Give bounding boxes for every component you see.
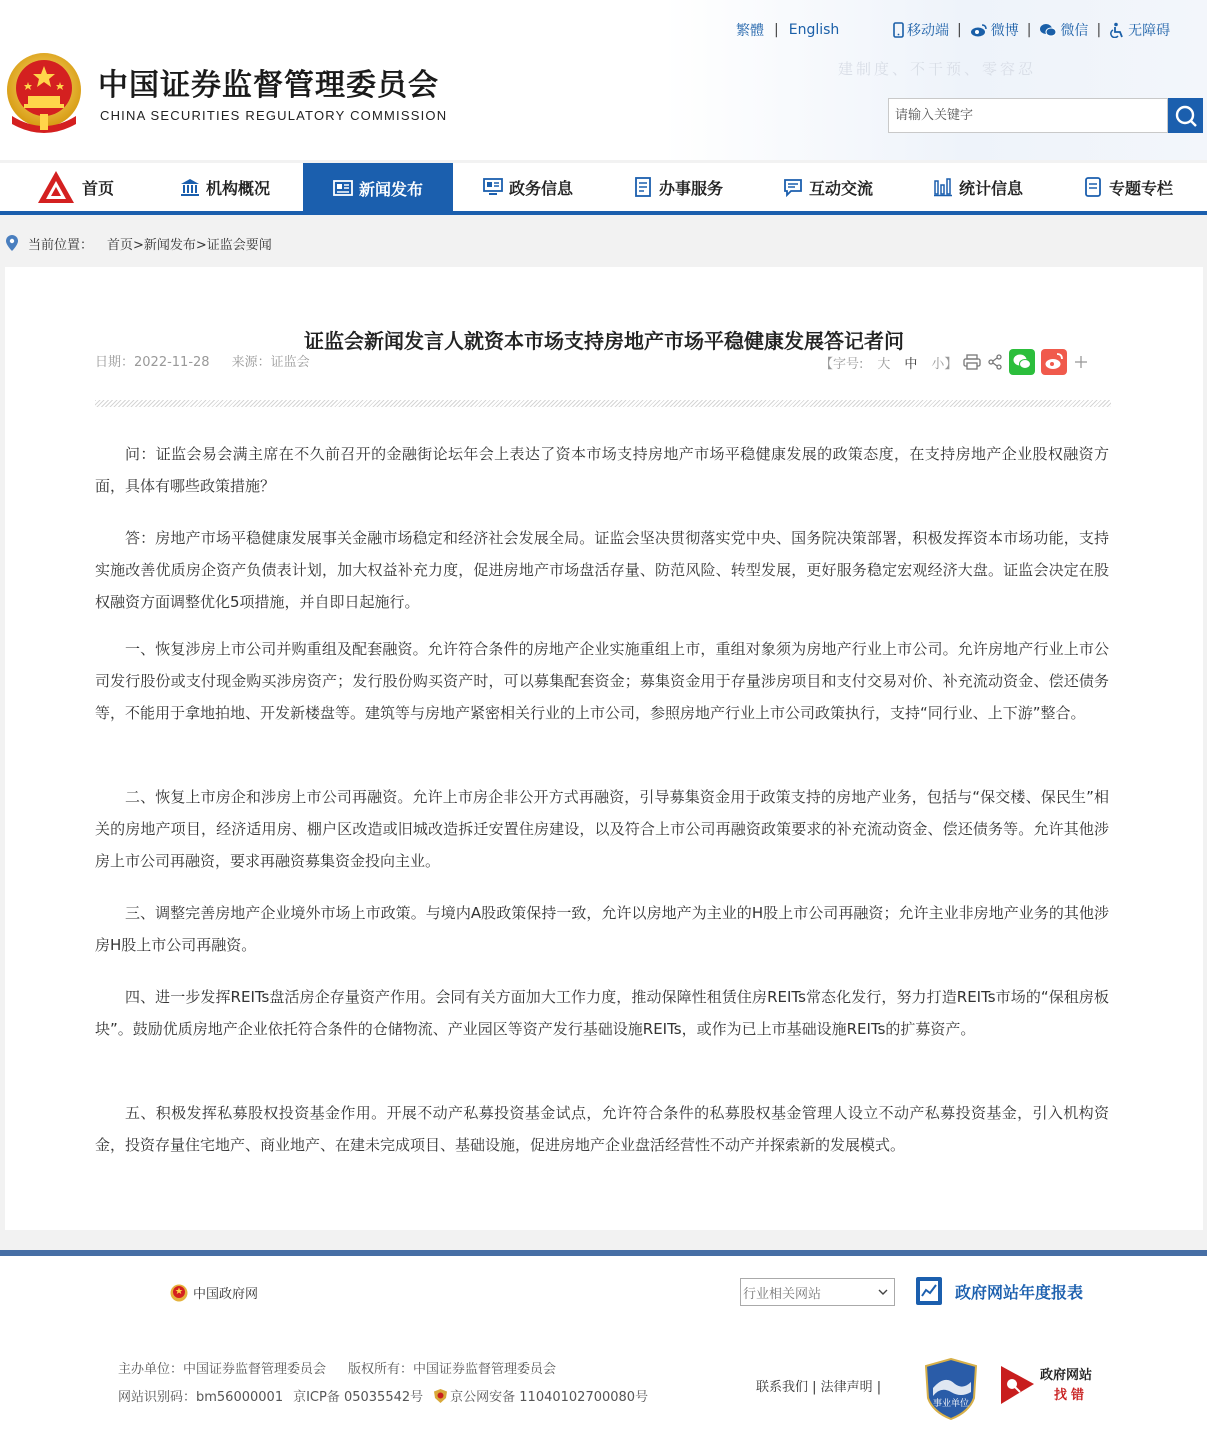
nav-item-interaction[interactable] xyxy=(753,163,903,211)
article-meta xyxy=(95,351,310,370)
article-tools xyxy=(820,349,1089,375)
language-links xyxy=(736,20,839,40)
separator: | xyxy=(957,22,962,38)
site-header xyxy=(0,0,1207,160)
print-button[interactable] xyxy=(963,354,981,370)
plus-icon xyxy=(1073,354,1089,370)
nav-label-about: 机构概况 xyxy=(205,178,270,198)
building-icon xyxy=(180,177,200,197)
file-icon xyxy=(1083,177,1103,197)
article-paragraph: 五、积极发挥私募股权投资基金作用。开展不动产私募投资基金试点，允许符合条件的私募股权基金管理人设立不动产私募投资基金，引入机构资金，投资存量住宅地产、商业地产、在建未完成项目、基础设施，促进房地产企业盘活经营性不动产并探索新的发展模式。 xyxy=(95,1104,1109,1154)
wechat-share-icon xyxy=(1009,349,1035,375)
nav-label-home: 首页 xyxy=(81,178,114,198)
document-list-icon xyxy=(633,177,653,197)
public-institution-badge-icon[interactable] xyxy=(925,1358,977,1420)
accessibility-link[interactable] xyxy=(1109,20,1170,40)
font-size-medium[interactable]: 中 xyxy=(904,356,918,372)
home-logo-icon xyxy=(36,169,76,205)
separator: | xyxy=(774,22,779,38)
article-paragraph: 问：证监会易会满主席在不久前召开的金融街论坛年会上表达了资本市场支持房地产市场平稳健康发展的政策态度，在支持房地产企业股权融资方面，具体有哪些政策措施？ xyxy=(95,445,1109,495)
nav-label-services: 办事服务 xyxy=(658,178,723,198)
font-size-large[interactable]: 大 xyxy=(877,356,891,372)
breadcrumb xyxy=(0,219,1207,267)
top-service-links xyxy=(893,20,1170,40)
font-size-small[interactable]: 小】 xyxy=(931,356,958,372)
share-weibo-button[interactable] xyxy=(1041,349,1067,375)
traditional-chinese-link[interactable]: 繁體 xyxy=(736,23,764,39)
chat-icon xyxy=(783,177,803,197)
share-button[interactable] xyxy=(987,354,1003,370)
find-error-line-1: 政府网站 xyxy=(1040,1368,1093,1383)
accessibility-icon xyxy=(1109,22,1125,38)
weibo-icon xyxy=(970,23,988,37)
footer-links-bar xyxy=(0,1256,1207,1328)
nav-item-statistics[interactable] xyxy=(903,163,1053,211)
search-input[interactable] xyxy=(888,98,1168,133)
separator: | xyxy=(1096,22,1102,38)
article-paragraph: 一、恢复涉房上市公司并购重组及配套融资。允许符合条件的房地产企业实施重组上市，重组对象须为房地产行业上市公司。允许房地产行业上市公司发行股份或支付现金购买涉房资产；发行股份购买资产时，可以募集配套资金；募集资金用于存量涉房项目和支付交易对价、补充流动资金、偿还债务等，不能用于拿地拍地、开发新楼盘等。建筑等与房地产紧密相关行业的上市公司，参照房地产行业上市公司政策执行，支持“同行业、上下游”整合。 xyxy=(95,640,1109,722)
separator: | xyxy=(1026,22,1032,38)
find-error-link[interactable] xyxy=(998,1364,1092,1408)
article-paragraph: 三、调整完善房地产企业境外市场上市政策。与境内A股政策保持一致，允许以房地产为主业的H股上市公司再融资；允许主业非房地产业务的其他涉房H股上市公司再融资。 xyxy=(95,904,1109,954)
annual-report-label: 政府网站年度报表 xyxy=(955,1282,1084,1302)
article-card xyxy=(5,267,1203,1230)
footer-contact-links[interactable]: 联系我们 | 法律声明 | xyxy=(756,1380,882,1395)
wechat-label: 微信 xyxy=(1060,23,1089,39)
police-badge-icon xyxy=(433,1388,448,1404)
nav-label-statistics: 统计信息 xyxy=(958,178,1023,198)
national-emblem-small-icon xyxy=(170,1284,188,1302)
title-divider xyxy=(95,400,1111,407)
nav-label-gov-info: 政务信息 xyxy=(508,178,573,198)
nav-item-special[interactable] xyxy=(1053,163,1203,211)
nav-item-about[interactable] xyxy=(150,163,300,211)
find-error-flag-icon xyxy=(998,1364,1036,1408)
location-pin-icon xyxy=(6,235,18,251)
weibo-share-icon xyxy=(1041,349,1067,375)
accessibility-label: 无障碍 xyxy=(1128,23,1171,39)
gov-portal-link[interactable] xyxy=(170,1283,258,1302)
print-icon xyxy=(963,354,981,370)
nav-item-home[interactable] xyxy=(0,163,150,211)
search-icon xyxy=(1174,104,1198,128)
breadcrumb-label: 当前位置： xyxy=(28,237,94,253)
nav-label-interaction: 互动交流 xyxy=(808,178,873,198)
wechat-link[interactable] xyxy=(1039,20,1088,40)
article-date: 日期：2022-11-28 xyxy=(95,355,210,370)
footer-sponsor: 主办单位：中国证券监督管理委员会 xyxy=(118,1362,327,1377)
related-sites-value: 行业相关网站 xyxy=(743,1286,822,1302)
search-button[interactable] xyxy=(1168,98,1203,133)
site-title: 中国证券监督管理委员会 xyxy=(98,68,439,103)
footer-line-2 xyxy=(118,1386,648,1405)
more-share-button[interactable] xyxy=(1073,354,1089,370)
annual-report-link[interactable] xyxy=(915,1276,1083,1306)
find-error-text xyxy=(1040,1366,1092,1406)
footer-police-label: 京公网安备 11040102700080号 xyxy=(450,1390,649,1405)
mobile-icon xyxy=(893,22,904,38)
main-nav xyxy=(0,163,1207,215)
article-paragraph: 二、恢复上市房企和涉房上市公司再融资。允许上市房企非公开方式再融资，引导募集资金用于政策支持的房地产业务，包括与“保交楼、保民生”相关的房地产项目，经济适用房、棚户区改造或旧城改造拆迁安置住房建设，以及符合上市公司再融资政策要求的补充流动资金、偿还债务等。允许其他涉房上市公司再融资，要求再融资募集资金投向主业。 xyxy=(95,788,1109,870)
national-emblem-icon xyxy=(4,52,84,134)
article-title: 证监会新闻发言人就资本市场支持房地产市场平稳健康发展答记者问 xyxy=(304,329,904,353)
wechat-icon xyxy=(1039,23,1057,37)
weibo-link[interactable] xyxy=(970,20,1019,40)
site-subtitle: CHINA SECURITIES REGULATORY COMMISSION xyxy=(100,108,448,123)
footer-police-record[interactable] xyxy=(433,1386,648,1405)
nav-label-news: 新闻发布 xyxy=(358,179,423,199)
nav-item-news[interactable] xyxy=(303,163,453,213)
article-paragraph: 答：房地产市场平稳健康发展事关金融市场稳定和经济社会发展全局。证监会坚决贯彻落实党中央、国务院决策部署，积极发挥资本市场功能，支持实施改善优质房企资产负债表计划，加大权益补充力度，促进房地产市场盘活存量、防范风险、转型发展，更好服务稳定宏观经济大盘。证监会决定在股权融资方面调整优化5项措施，并自即日起施行。 xyxy=(95,529,1109,611)
footer-line-1 xyxy=(118,1358,556,1377)
footer-icp[interactable]: 京ICP备 05035542号 xyxy=(293,1390,424,1405)
mobile-link[interactable] xyxy=(893,20,949,40)
breadcrumb-path[interactable]: 首页>新闻发布>证监会要闻 xyxy=(107,237,272,253)
share-wechat-button[interactable] xyxy=(1009,349,1035,375)
badge-text: 事业单位 xyxy=(932,1399,970,1409)
footer-copyright: 版权所有：中国证券监督管理委员会 xyxy=(348,1362,557,1377)
find-error-line-2: 找错 xyxy=(1054,1388,1089,1403)
related-sites-select[interactable] xyxy=(740,1278,895,1306)
weibo-label: 微博 xyxy=(990,23,1019,39)
monitor-icon xyxy=(483,177,503,197)
newspaper-icon xyxy=(333,178,353,198)
gov-portal-label: 中国政府网 xyxy=(193,1287,259,1302)
header-watermark: 建制度、不干预、零容忍 xyxy=(838,60,1037,78)
report-chart-icon xyxy=(915,1276,943,1306)
nav-item-gov-info[interactable] xyxy=(453,163,603,211)
nav-item-services[interactable] xyxy=(603,163,753,211)
chevron-down-icon xyxy=(878,1288,888,1296)
english-link[interactable]: English xyxy=(788,22,840,38)
footer-info xyxy=(0,1328,1207,1444)
article-paragraph: 四、进一步发挥REITs盘活房企存量资产作用。会同有关方面加大工作力度，推动保障性租赁住房REITs常态化发行，努力打造REITs市场的“保租房板块”。鼓励优质房地产企业依托符合条件的仓储物流、产业园区等资产发行基础设施REITs，或作为已上市基础设施REITs的扩募资产。 xyxy=(95,988,1109,1038)
article-source: 来源：证监会 xyxy=(231,355,310,370)
mobile-label: 移动端 xyxy=(907,23,949,39)
footer-site-id: 网站识别码：bm56000001 xyxy=(118,1390,284,1405)
share-icon xyxy=(987,354,1003,370)
nav-label-special: 专题专栏 xyxy=(1108,178,1173,198)
bar-chart-icon xyxy=(933,177,953,197)
font-size-label: 【字号: xyxy=(820,356,864,372)
